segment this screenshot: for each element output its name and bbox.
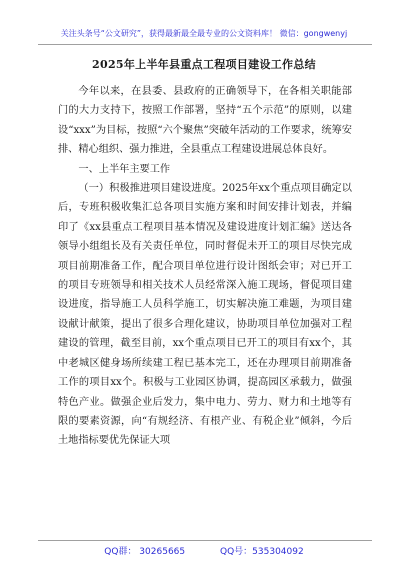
- page-header-banner: 关注头条号“公文研究”，获得最新最全最专业的公文资料库！ 微信：gongwenyj: [60, 29, 348, 38]
- footer-qq-number: QQ号：535304092: [220, 547, 304, 557]
- footer-divider: [38, 540, 372, 541]
- footer-qq-group: QQ群： 30265665: [104, 547, 186, 557]
- page-footer: [0, 544, 408, 557]
- body-paragraph: （一）积极推进项目建设进度。2025年xx个重点项目确定以后，专班积极收集汇总各项目实施方案和时间安排计划表，并编印了《xx县重点工程项目基本情况及建设进度计划汇编》送达各领导小组组长及有关责任单位，同时督促未开工的项目尽快完成项目前期准备工作，配合项目单位进行设计图纸会审；对已开工的项目专班领导和相关技术人员经常深入施工现场，督促项目建设进度，指导施工人员科学施工，切实解决施工难题，为项目建设献计献策，提出了很多合理化建议，协助项目单位加强对工程建设的管理，截至目前，xx个重点项目已开工的项目有xx个，其中老城区健身场所续建工程已基本完工，还在办理项目前期准备工作的项目xx个。积极与工业园区协调，提高园区承载力，做强特色产业。做强企业后发力，集中电力、劳力、财力和土地等有限的要素资源，向“有规经济、有根产业、有税企业”倾斜，今后土地指标要优先保证大项: [58, 183, 352, 447]
- section-heading: 一、上半年主要工作: [78, 163, 171, 175]
- header-divider: [38, 44, 372, 45]
- intro-paragraph: 今年以来，在县委、县政府的正确领导下，在各相关职能部门的大力支持下，按照工作部署，坚持“五个示范”的原则，以建设“xxx”为目标，按照“六个聚焦”突破年活动的工作要求，统筹安排、精心组织、强力推进，全县重点工程建设进展总体良好。: [58, 86, 352, 156]
- document-body: [58, 82, 352, 451]
- document-title: 2025年上半年县重点工程项目建设工作总结: [92, 58, 316, 71]
